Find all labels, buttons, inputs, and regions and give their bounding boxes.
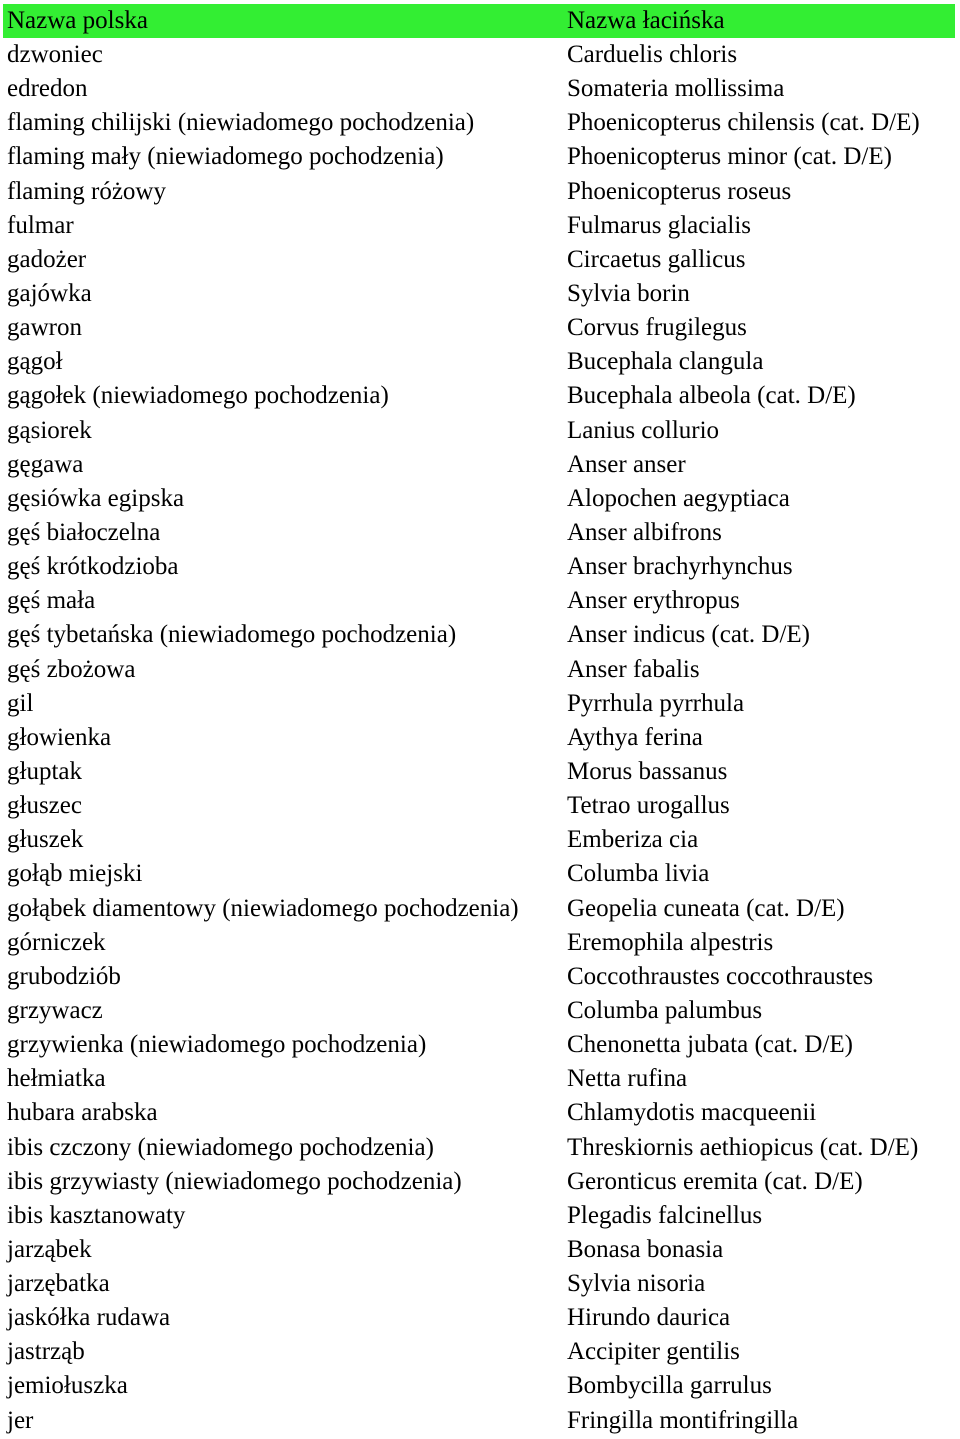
table-row xyxy=(3,72,955,106)
polish-name-cell: jaskółka rudawa xyxy=(7,1304,171,1332)
table-row xyxy=(3,892,955,926)
latin-name-cell: Emberiza cia xyxy=(567,826,699,854)
polish-name-cell: głuszek xyxy=(7,826,84,854)
latin-name-cell: Accipiter gentilis xyxy=(567,1338,740,1366)
polish-name-cell: gąsiorek xyxy=(7,416,92,444)
latin-name-cell: Anser indicus (cat. D/E) xyxy=(567,621,810,649)
polish-name-cell: jarzębatka xyxy=(7,1270,110,1298)
latin-name-cell: Bucephala albeola (cat. D/E) xyxy=(567,382,856,410)
latin-name-cell: Lanius collurio xyxy=(567,416,720,444)
header-polish-name: Nazwa polska xyxy=(7,7,148,34)
latin-name-cell: Anser brachyrhynchus xyxy=(567,553,793,581)
latin-name-cell: Alopochen aegyptiaca xyxy=(567,484,790,512)
table-row xyxy=(3,1233,955,1267)
polish-name-cell: ibis czczony (niewiadomego pochodzenia) xyxy=(7,1133,434,1161)
latin-name-cell: Phoenicopterus roseus xyxy=(567,177,792,205)
polish-name-cell: jastrząb xyxy=(7,1338,85,1366)
table-row xyxy=(3,1096,955,1130)
table-row xyxy=(3,1165,955,1199)
latin-name-cell: Pyrrhula pyrrhula xyxy=(567,689,745,717)
polish-name-cell: hubara arabska xyxy=(7,1099,158,1127)
latin-name-cell: Anser albifrons xyxy=(567,518,722,546)
table-row xyxy=(3,618,955,652)
table-row xyxy=(3,789,955,823)
polish-name-cell: gęsiówka egipska xyxy=(7,484,185,512)
latin-name-cell: Somateria mollissima xyxy=(567,75,785,103)
polish-name-cell: gadożer xyxy=(7,245,87,273)
latin-name-cell: Anser erythropus xyxy=(567,587,740,615)
polish-name-cell: gil xyxy=(7,689,34,717)
table-row xyxy=(3,311,955,345)
latin-name-cell: Geopelia cuneata (cat. D/E) xyxy=(567,894,845,922)
table-row xyxy=(3,1404,955,1438)
table-row xyxy=(3,857,955,891)
latin-name-cell: Circaetus gallicus xyxy=(567,245,746,273)
latin-name-cell: Sylvia borin xyxy=(567,279,690,307)
polish-name-cell: gęś zbożowa xyxy=(7,655,136,683)
latin-name-cell: Phoenicopterus minor (cat. D/E) xyxy=(567,143,892,171)
polish-name-cell: grzywacz xyxy=(7,996,103,1024)
latin-name-cell: Plegadis falcinellus xyxy=(567,1201,763,1229)
polish-name-cell: gołąb miejski xyxy=(7,860,143,888)
latin-name-cell: Columba livia xyxy=(567,860,710,888)
polish-name-cell: flaming chilijski (niewiadomego pochodzenia) xyxy=(7,109,475,137)
latin-name-cell: Eremophila alpestris xyxy=(567,928,774,956)
latin-name-cell: Corvus frugilegus xyxy=(567,314,747,342)
table-row xyxy=(3,550,955,584)
table-row xyxy=(3,994,955,1028)
polish-name-cell: górniczek xyxy=(7,928,106,956)
polish-name-cell: ibis grzywiasty (niewiadomego pochodzenia) xyxy=(7,1167,462,1195)
latin-name-cell: Aythya ferina xyxy=(567,723,703,751)
latin-name-cell: Tetrao urogallus xyxy=(567,792,730,820)
table-body xyxy=(3,38,955,1438)
polish-name-cell: gęś białoczelna xyxy=(7,518,161,546)
polish-name-cell: grzywienka (niewiadomego pochodzenia) xyxy=(7,1031,427,1059)
polish-name-cell: jarząbek xyxy=(7,1235,92,1263)
table-row xyxy=(3,1062,955,1096)
latin-name-cell: Bucephala clangula xyxy=(567,348,764,376)
polish-name-cell: gawron xyxy=(7,314,82,342)
latin-name-cell: Anser anser xyxy=(567,450,686,478)
latin-name-cell: Bombycilla garrulus xyxy=(567,1372,772,1400)
latin-name-cell: Chenonetta jubata (cat. D/E) xyxy=(567,1031,853,1059)
polish-name-cell: grubodziób xyxy=(7,962,121,990)
latin-name-cell: Anser fabalis xyxy=(567,655,700,683)
table-row xyxy=(3,175,955,209)
table-row xyxy=(3,1131,955,1165)
table-row xyxy=(3,1028,955,1062)
latin-name-cell: Netta rufina xyxy=(567,1065,688,1093)
polish-name-cell: gęś mała xyxy=(7,587,96,615)
table-row xyxy=(3,721,955,755)
polish-name-cell: gęś tybetańska (niewiadomego pochodzenia) xyxy=(7,621,457,649)
table-row xyxy=(3,345,955,379)
table-row xyxy=(3,1267,955,1301)
polish-name-cell: dzwoniec xyxy=(7,41,103,68)
polish-name-cell: edredon xyxy=(7,75,88,103)
table-row xyxy=(3,823,955,857)
latin-name-cell: Threskiornis aethiopicus (cat. D/E) xyxy=(567,1133,919,1161)
table-row xyxy=(3,653,955,687)
header-latin-name: Nazwa łacińska xyxy=(567,7,725,34)
latin-name-cell: Geronticus eremita (cat. D/E) xyxy=(567,1167,863,1195)
polish-name-cell: gołąbek diamentowy (niewiadomego pochodzenia) xyxy=(7,894,519,922)
polish-name-cell: jemiołuszka xyxy=(7,1372,128,1400)
polish-name-cell: gajówka xyxy=(7,279,92,307)
table-row xyxy=(3,1335,955,1369)
table-row xyxy=(3,755,955,789)
polish-name-cell: flaming różowy xyxy=(7,177,166,205)
polish-name-cell: gągoł xyxy=(7,348,63,376)
table-row xyxy=(3,106,955,140)
polish-name-cell: fulmar xyxy=(7,211,74,239)
polish-name-cell: głuszec xyxy=(7,792,82,820)
polish-name-cell: gęś krótkodzioba xyxy=(7,553,179,581)
polish-name-cell: głuptak xyxy=(7,757,82,785)
table-row xyxy=(3,414,955,448)
polish-name-cell: hełmiatka xyxy=(7,1065,106,1093)
table-row xyxy=(3,516,955,550)
polish-name-cell: gęgawa xyxy=(7,450,84,478)
polish-name-cell: flaming mały (niewiadomego pochodzenia) xyxy=(7,143,444,171)
table-row xyxy=(3,926,955,960)
table-row xyxy=(3,277,955,311)
latin-name-cell: Phoenicopterus chilensis (cat. D/E) xyxy=(567,109,920,137)
latin-name-cell: Fringilla montifringilla xyxy=(567,1406,799,1434)
table-row xyxy=(3,1199,955,1233)
table-row xyxy=(3,482,955,516)
latin-name-cell: Carduelis chloris xyxy=(567,41,738,68)
table-row xyxy=(3,379,955,413)
table-row xyxy=(3,38,955,72)
latin-name-cell: Fulmarus glacialis xyxy=(567,211,751,239)
latin-name-cell: Sylvia nisoria xyxy=(567,1270,706,1298)
polish-name-cell: ibis kasztanowaty xyxy=(7,1201,186,1229)
table-row xyxy=(3,209,955,243)
table-row xyxy=(3,687,955,721)
table-row xyxy=(3,1301,955,1335)
latin-name-cell: Chlamydotis macqueenii xyxy=(567,1099,817,1127)
latin-name-cell: Morus bassanus xyxy=(567,757,728,785)
table-row xyxy=(3,448,955,482)
table-row xyxy=(3,243,955,277)
polish-name-cell: jer xyxy=(7,1406,34,1434)
table-header xyxy=(3,4,955,38)
table-row xyxy=(3,140,955,174)
latin-name-cell: Columba palumbus xyxy=(567,996,763,1024)
polish-name-cell: gągołek (niewiadomego pochodzenia) xyxy=(7,382,389,410)
latin-name-cell: Hirundo daurica xyxy=(567,1304,731,1332)
latin-name-cell: Bonasa bonasia xyxy=(567,1235,724,1263)
latin-name-cell: Coccothraustes coccothraustes xyxy=(567,962,874,990)
table-row xyxy=(3,960,955,994)
polish-name-cell: głowienka xyxy=(7,723,112,751)
table-row xyxy=(3,1369,955,1403)
table-row xyxy=(3,584,955,618)
